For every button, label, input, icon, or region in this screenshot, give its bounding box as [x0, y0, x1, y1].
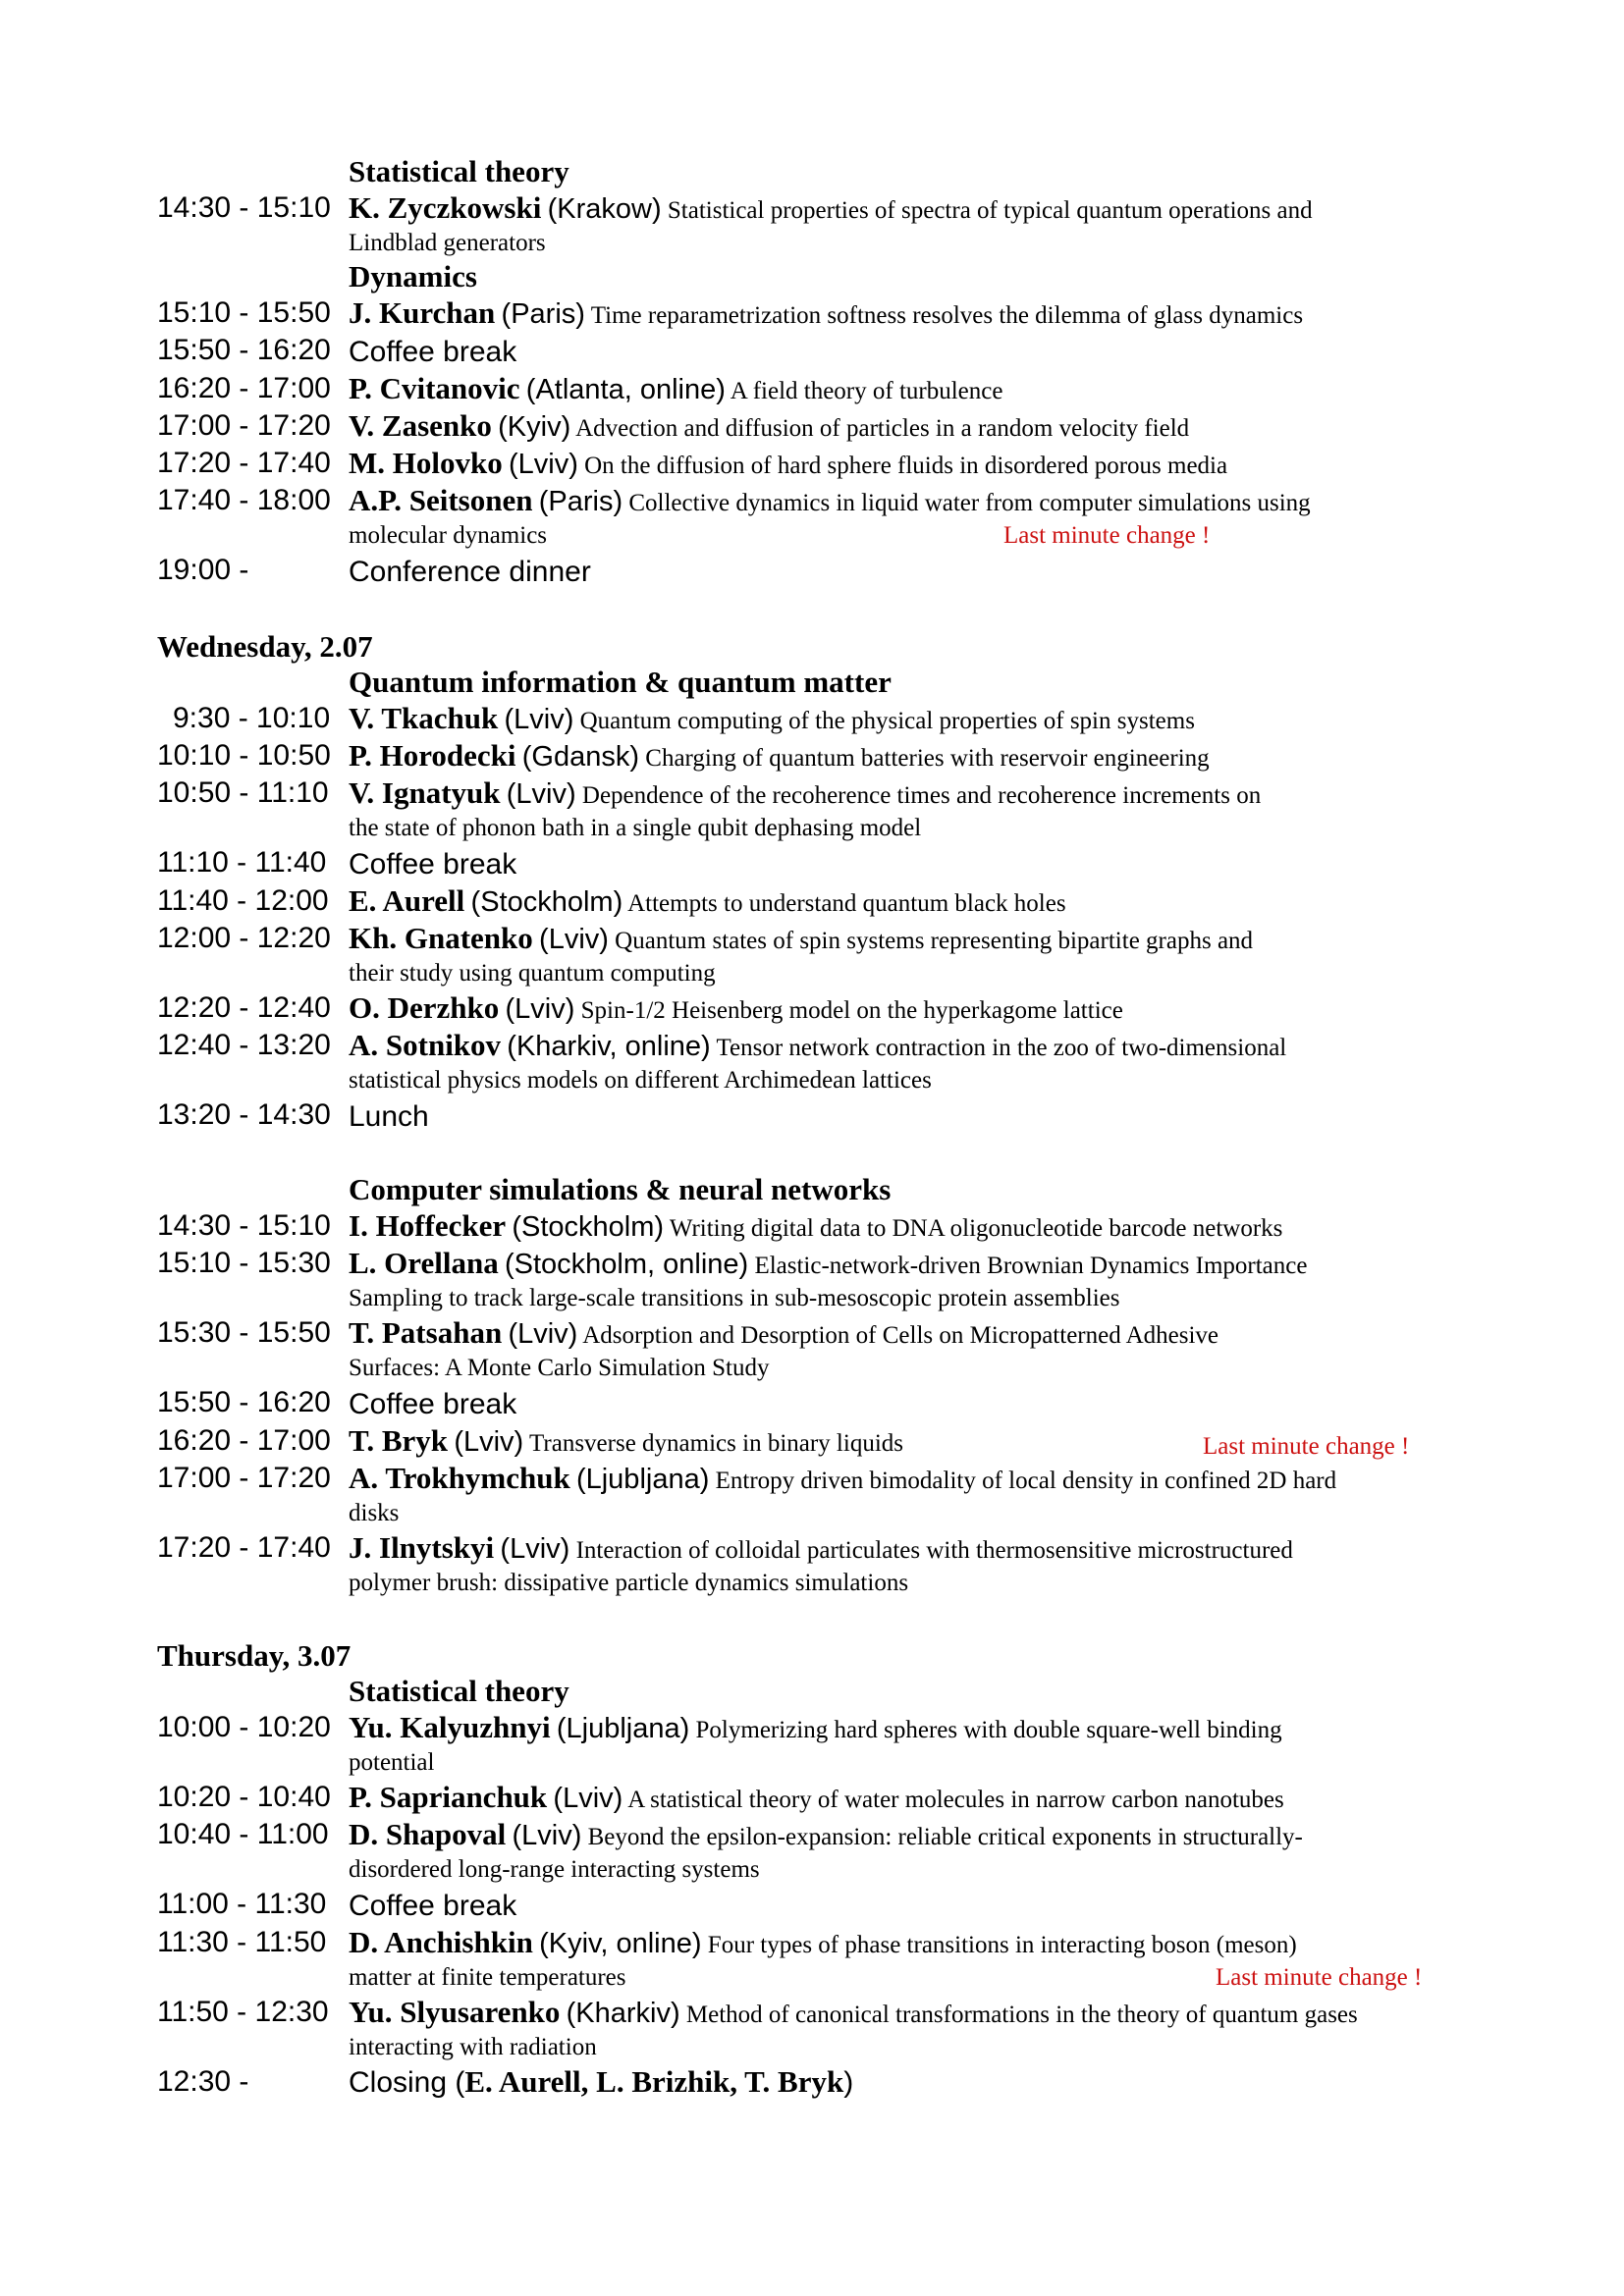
- talk-content: [349, 737, 1492, 774]
- speaker-name: P. Saprianchuk: [349, 1780, 548, 1814]
- talk-row: [157, 737, 1492, 774]
- event-label: Coffee break: [349, 1388, 517, 1420]
- talk-content: [349, 1816, 1492, 1886]
- speaker-name: Kh. Gnatenko: [349, 921, 533, 955]
- talk-line: [349, 447, 1492, 482]
- time-slot: 14:30 - 15:10: [157, 1209, 331, 1242]
- talk-title-cont: interacting with radiation: [349, 2034, 597, 2060]
- talk-title: Interaction of colloidal particulates with thermosensitive microstructured: [575, 1537, 1293, 1564]
- speaker-affiliation: (Krakow): [547, 193, 662, 225]
- time-slot: 12:20 - 12:40: [157, 991, 331, 1024]
- talk-line: [349, 1316, 1492, 1352]
- row-content: [349, 332, 1492, 370]
- talk-content: [349, 1924, 1492, 1994]
- talk-content: [349, 294, 1492, 332]
- closing-label-end: ): [843, 2066, 854, 2099]
- talk-row: [157, 1027, 1492, 1096]
- event-label: Coffee break: [349, 336, 517, 368]
- talk-content: [349, 370, 1492, 407]
- talk-title: Collective dynamics in liquid water from computer simulations using: [628, 490, 1311, 516]
- speaker-name: P. Horodecki: [349, 738, 516, 773]
- speaker-affiliation: (Paris): [501, 298, 585, 330]
- time-slot: 17:00 - 17:20: [157, 1462, 331, 1494]
- talk-title: Beyond the epsilon-expansion: reliable critical exponents in structurally-: [587, 1824, 1303, 1850]
- talk-title: Writing digital data to DNA oligonucleotide barcode networks: [669, 1215, 1283, 1242]
- time-slot: 16:20 - 17:00: [157, 1424, 331, 1457]
- talk-row: [157, 1924, 1492, 1994]
- talk-line: [349, 776, 1492, 812]
- talk-title-cont: Surfaces: A Monte Carlo Simulation Study: [349, 1355, 770, 1381]
- speaker-name: Yu. Slyusarenko: [349, 1995, 561, 2029]
- talk-line: [349, 884, 1492, 920]
- spacer: [157, 1135, 1492, 1172]
- talk-title: Transverse dynamics in binary liquids: [529, 1430, 903, 1457]
- schedule-row: [157, 844, 1492, 882]
- talk-line-2: [349, 1961, 1492, 1994]
- talk-row: [157, 1207, 1492, 1245]
- row-content: [349, 1384, 1492, 1422]
- closing-row: [157, 2063, 1492, 2101]
- speaker-name: D. Anchishkin: [349, 1925, 533, 1959]
- session-heading: Dynamics: [349, 259, 477, 294]
- speaker-affiliation: (Stockholm, online): [504, 1249, 749, 1280]
- talk-line: [349, 1818, 1492, 1853]
- talk-title: Advection and diffusion of particles in a random velocity field: [575, 415, 1190, 442]
- day-heading: Wednesday, 2.07: [157, 629, 373, 664]
- talk-line: [349, 1424, 1492, 1460]
- event-label: Conference dinner: [349, 556, 591, 588]
- talk-content: [349, 774, 1492, 844]
- talk-content: [349, 989, 1492, 1027]
- talk-line: [349, 1926, 1492, 1961]
- talk-line-2: [349, 519, 1492, 552]
- speaker-affiliation: (Lviv): [512, 1820, 582, 1851]
- talk-title-cont: their study using quantum computing: [349, 960, 716, 987]
- talk-line-2: [349, 1746, 1492, 1779]
- talk-line: [349, 372, 1492, 407]
- talk-content: [349, 407, 1492, 445]
- speaker-affiliation: (Kyiv, online): [539, 1928, 702, 1959]
- talk-row: [157, 294, 1492, 332]
- talk-title-cont: molecular dynamics: [349, 522, 548, 549]
- talk-line-2: [349, 1064, 1492, 1096]
- talk-line: [349, 991, 1492, 1027]
- talk-row: [157, 989, 1492, 1027]
- session-heading: Statistical theory: [349, 154, 569, 188]
- talk-title: Elastic-network-driven Brownian Dynamics Importance: [754, 1253, 1308, 1279]
- talk-line: [349, 296, 1492, 332]
- time-slot: 19:00 -: [157, 554, 249, 586]
- speaker-affiliation: (Paris): [538, 486, 623, 517]
- speaker-affiliation: (Ljubljana): [575, 1464, 710, 1495]
- program-page: [157, 154, 1492, 2101]
- talk-line-2: [349, 2031, 1492, 2063]
- talk-content: [349, 482, 1492, 552]
- talk-title: A statistical theory of water molecules in narrow carbon nanotubes: [627, 1787, 1284, 1813]
- talk-title: Charging of quantum batteries with reservoir engineering: [645, 745, 1210, 772]
- session-heading: Quantum information & quantum matter: [349, 665, 892, 699]
- talk-row: [157, 1314, 1492, 1384]
- talk-line-2: [349, 1853, 1492, 1886]
- talk-row: [157, 407, 1492, 445]
- talk-title-cont: statistical physics models on different Archimedean lattices: [349, 1067, 932, 1094]
- speaker-name: V. Ignatyuk: [349, 775, 501, 810]
- speaker-name: A.P. Seitsonen: [349, 483, 533, 517]
- talk-line: [349, 1462, 1492, 1497]
- talk-title-cont: disks: [349, 1500, 400, 1526]
- time-slot: 14:30 - 15:10: [157, 191, 331, 224]
- speaker-name: J. Kurchan: [349, 295, 496, 330]
- talk-content: [349, 1460, 1492, 1529]
- speaker-name: V. Tkachuk: [349, 701, 499, 735]
- schedule-row: [157, 1384, 1492, 1422]
- time-slot: 17:20 - 17:40: [157, 1531, 331, 1564]
- speaker-affiliation: (Ljubljana): [556, 1713, 690, 1744]
- speaker-affiliation: (Atlanta, online): [525, 374, 726, 405]
- time-slot: 17:20 - 17:40: [157, 447, 331, 479]
- talk-row: [157, 1422, 1492, 1460]
- talk-content: [349, 1027, 1492, 1096]
- time-slot: 11:00 - 11:30: [157, 1888, 327, 1920]
- talk-line-2: [349, 957, 1492, 989]
- talk-line: [349, 484, 1492, 519]
- talk-row: [157, 445, 1492, 482]
- talk-row: [157, 1816, 1492, 1886]
- speaker-name: T. Bryk: [349, 1423, 449, 1458]
- time-slot: 9:30 - 10:10: [173, 702, 331, 734]
- talk-line-2: [349, 1282, 1492, 1314]
- talk-content: [349, 1207, 1492, 1245]
- speaker-affiliation: (Stockholm): [512, 1211, 665, 1243]
- session-heading: Computer simulations & neural networks: [349, 1172, 892, 1206]
- time-slot: 12:30 -: [157, 2065, 249, 2098]
- talk-content: [349, 1245, 1492, 1314]
- speaker-name: A. Sotnikov: [349, 1028, 502, 1062]
- speaker-affiliation: (Lviv): [508, 449, 578, 480]
- talk-row: [157, 370, 1492, 407]
- talk-title-cont: Lindblad generators: [349, 230, 546, 256]
- talk-line-2: [349, 227, 1492, 259]
- time-slot: 12:40 - 13:20: [157, 1029, 331, 1061]
- talk-title: Spin-1/2 Heisenberg model on the hyperkagome lattice: [580, 997, 1123, 1024]
- speaker-name: I. Hoffecker: [349, 1208, 507, 1243]
- talk-line: [349, 409, 1492, 445]
- speaker-affiliation: (Kharkiv, online): [507, 1031, 711, 1062]
- event-label: Lunch: [349, 1100, 429, 1133]
- talk-row: [157, 774, 1492, 844]
- talk-line: [349, 702, 1492, 737]
- speaker-name: O. Derzhko: [349, 990, 500, 1025]
- time-slot: 17:40 - 18:00: [157, 484, 331, 516]
- time-slot: 13:20 - 14:30: [157, 1098, 331, 1131]
- talk-title: Four types of phase transitions in interacting boson (meson): [707, 1932, 1297, 1958]
- speaker-affiliation: (Lviv): [500, 1533, 570, 1565]
- talk-row: [157, 189, 1492, 259]
- row-content: [349, 2063, 1492, 2101]
- row-content: [349, 552, 1492, 590]
- talk-content: [349, 920, 1492, 989]
- talk-line-2: [349, 1567, 1492, 1599]
- closing-label: Closing (: [349, 2066, 465, 2099]
- talk-line-2: [349, 812, 1492, 844]
- talk-content: [349, 1314, 1492, 1384]
- speaker-affiliation: (Stockholm): [470, 886, 623, 918]
- speaker-affiliation: (Lviv): [553, 1783, 623, 1814]
- speaker-affiliation: (Lviv): [508, 1318, 578, 1350]
- time-slot: 17:00 - 17:20: [157, 409, 331, 442]
- speaker-name: M. Holovko: [349, 446, 503, 480]
- talk-content: [349, 445, 1492, 482]
- time-slot: 10:10 - 10:50: [157, 739, 331, 772]
- talk-row: [157, 1460, 1492, 1529]
- speaker-name: P. Cvitanovic: [349, 371, 520, 405]
- schedule-row: [157, 552, 1492, 590]
- talk-line-2: [349, 1497, 1492, 1529]
- speaker-name: E. Aurell: [349, 883, 465, 918]
- event-label: Coffee break: [349, 1890, 517, 1922]
- spacer: [157, 590, 1492, 629]
- time-slot: 12:00 - 12:20: [157, 922, 331, 954]
- speaker-name: T. Patsahan: [349, 1315, 503, 1350]
- talk-row: [157, 882, 1492, 920]
- talk-line: [349, 1711, 1492, 1746]
- speaker-name: J. Ilnytskyi: [349, 1530, 495, 1565]
- row-content: [349, 844, 1492, 882]
- day-heading: Thursday, 3.07: [157, 1638, 352, 1673]
- time-slot: 10:40 - 11:00: [157, 1818, 329, 1850]
- talk-line: [349, 922, 1492, 957]
- talk-content: [349, 1709, 1492, 1779]
- talk-line-2: [349, 1352, 1492, 1384]
- talk-row: [157, 1245, 1492, 1314]
- speaker-affiliation: (Lviv): [504, 704, 574, 735]
- talk-line: [349, 1531, 1492, 1567]
- row-content: [349, 1886, 1492, 1924]
- talk-title: Quantum states of spin systems representing bipartite graphs and: [615, 928, 1254, 954]
- speaker-name: D. Shapoval: [349, 1817, 507, 1851]
- schedule-row: [157, 332, 1492, 370]
- speaker-affiliation: (Gdansk): [521, 741, 640, 773]
- talk-content: [349, 1779, 1492, 1816]
- talk-line: [349, 1209, 1492, 1245]
- talk-line: [349, 1247, 1492, 1282]
- talk-line: [349, 1029, 1492, 1064]
- time-slot: 11:40 - 12:00: [157, 884, 329, 917]
- time-slot: 15:50 - 16:20: [157, 334, 331, 366]
- time-slot: 11:50 - 12:30: [157, 1996, 329, 2028]
- last-minute-change: Last minute change !: [1216, 1964, 1423, 1991]
- event-label: Coffee break: [349, 848, 517, 881]
- time-slot: 10:50 - 11:10: [157, 776, 329, 809]
- speaker-name: V. Zasenko: [349, 408, 492, 443]
- talk-title: On the diffusion of hard sphere fluids in disordered porous media: [584, 453, 1228, 479]
- talk-row: [157, 1529, 1492, 1599]
- schedule-row: [157, 1886, 1492, 1924]
- talk-title-cont: the state of phonon bath in a single qubit dephasing model: [349, 815, 922, 841]
- talk-row: [157, 700, 1492, 737]
- talk-title-cont: polymer brush: dissipative particle dynamics simulations: [349, 1570, 909, 1596]
- talk-content: [349, 882, 1492, 920]
- closing-names: E. Aurell, L. Brizhik, T. Bryk: [464, 2064, 844, 2099]
- time-slot: 15:30 - 15:50: [157, 1316, 331, 1349]
- talk-content: [349, 700, 1492, 737]
- speaker-affiliation: (Lviv): [505, 993, 575, 1025]
- talk-title: A field theory of turbulence: [730, 378, 1003, 404]
- speaker-name: A. Trokhymchuk: [349, 1461, 570, 1495]
- talk-title: Tensor network contraction in the zoo of two-dimensional: [716, 1035, 1287, 1061]
- row-content: [349, 1096, 1492, 1135]
- talk-title: Method of canonical transformations in the theory of quantum gases: [685, 2002, 1358, 2028]
- talk-line: [349, 1781, 1492, 1816]
- talk-title: Time reparametrization softness resolves the dilemma of glass dynamics: [590, 302, 1304, 329]
- talk-title: Dependence of the recoherence times and recoherence increments on: [581, 782, 1262, 809]
- talk-title-cont: matter at finite temperatures: [349, 1964, 626, 1991]
- talk-row: [157, 1994, 1492, 2063]
- talk-row: [157, 482, 1492, 552]
- time-slot: 10:00 - 10:20: [157, 1711, 331, 1743]
- talk-title: Adsorption and Desorption of Cells on Micropatterned Adhesive: [582, 1322, 1219, 1349]
- talk-row: [157, 1709, 1492, 1779]
- last-minute-change: Last minute change !: [1203, 1433, 1410, 1460]
- speaker-affiliation: (Kharkiv): [566, 1998, 680, 2029]
- talk-title: Attempts to understand quantum black holes: [627, 890, 1066, 917]
- speaker-name: K. Zyczkowski: [349, 190, 542, 225]
- talk-title: Statistical properties of spectra of typical quantum operations and: [667, 197, 1313, 224]
- talk-title-cont: disordered long-range interacting systems: [349, 1856, 760, 1883]
- speaker-name: Yu. Kalyuzhnyi: [349, 1710, 551, 1744]
- time-slot: 11:10 - 11:40: [157, 846, 327, 879]
- talk-title-cont: potential: [349, 1749, 435, 1776]
- talk-row: [157, 1779, 1492, 1816]
- time-slot: 16:20 - 17:00: [157, 372, 331, 404]
- talk-content: [349, 1994, 1492, 2063]
- speaker-affiliation: (Kyiv): [498, 411, 571, 443]
- spacer: [157, 1599, 1492, 1638]
- talk-row: [157, 920, 1492, 989]
- talk-title: Polymerizing hard spheres with double square-well binding: [695, 1717, 1282, 1743]
- time-slot: 11:30 - 11:50: [157, 1926, 327, 1958]
- talk-content: [349, 189, 1492, 259]
- talk-title-cont: Sampling to track large-scale transitions in sub-mesoscopic protein assemblies: [349, 1285, 1120, 1311]
- time-slot: 10:20 - 10:40: [157, 1781, 331, 1813]
- time-slot: 15:50 - 16:20: [157, 1386, 331, 1418]
- last-minute-change: Last minute change !: [1003, 522, 1211, 549]
- session-heading: Statistical theory: [349, 1674, 569, 1708]
- speaker-name: L. Orellana: [349, 1246, 499, 1280]
- time-slot: 15:10 - 15:50: [157, 296, 331, 329]
- talk-content: [349, 1422, 1492, 1460]
- time-slot: 15:10 - 15:30: [157, 1247, 331, 1279]
- talk-line: [349, 1996, 1492, 2031]
- speaker-affiliation: (Lviv): [454, 1426, 524, 1458]
- talk-title: Quantum computing of the physical properties of spin systems: [579, 708, 1195, 734]
- talk-content: [349, 1529, 1492, 1599]
- schedule-row: [157, 1096, 1492, 1135]
- talk-title: Entropy driven bimodality of local density in confined 2D hard: [715, 1468, 1337, 1494]
- talk-line: [349, 191, 1492, 227]
- speaker-affiliation: (Lviv): [506, 778, 576, 810]
- speaker-affiliation: (Lviv): [539, 924, 609, 955]
- talk-line: [349, 739, 1492, 774]
